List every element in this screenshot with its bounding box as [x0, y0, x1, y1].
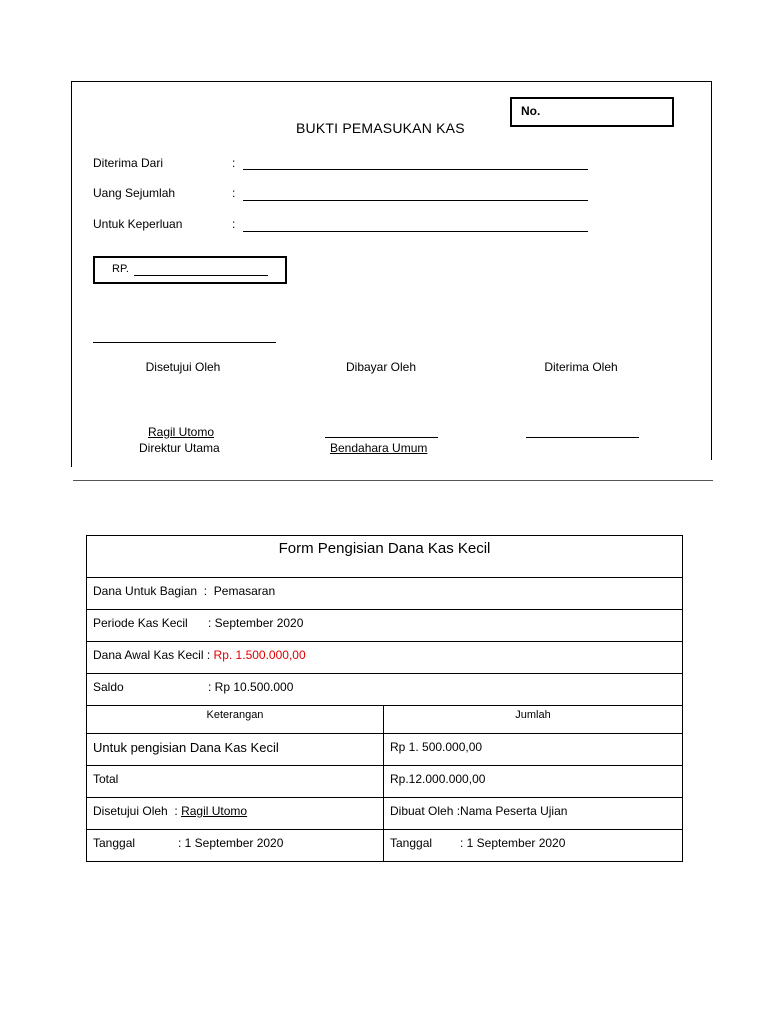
voucher-edge [710, 460, 714, 470]
saldo-row [87, 674, 683, 706]
rp-label: RP. [112, 263, 129, 275]
periode-label: Periode Kas Kecil [93, 616, 188, 630]
voucher-number-label: No. [521, 104, 541, 118]
date-label-right: Tanggal [390, 836, 433, 850]
approved-by-colon: : [174, 804, 178, 818]
field-colon: : [232, 156, 236, 170]
saldo-label: Saldo [93, 680, 124, 694]
amount-line [243, 200, 588, 201]
dana-value: Pemasaran [213, 584, 276, 598]
approved-by-label: Disetujui Oleh [93, 804, 168, 818]
total-amount: Rp.12.000.000,00 [384, 766, 683, 798]
approved-by-heading: Disetujui Oleh [145, 360, 221, 374]
voucher-title: BUKTI PEMASUKAN KAS [296, 120, 465, 136]
approved-by-name: Ragil Utomo [181, 804, 248, 818]
dana-awal-colon: : [206, 648, 211, 662]
paid-by-heading: Dibayar Oleh [345, 360, 417, 374]
dana-awal-label: Dana Awal Kas Kecil [93, 648, 204, 662]
field-label-purpose: Untuk Keperluan [93, 217, 183, 231]
purpose-line [243, 231, 588, 232]
dana-awal-row [87, 642, 683, 674]
payer-signature-line [325, 437, 438, 438]
date-cell-left [87, 830, 384, 862]
dana-row [87, 578, 683, 610]
saldo-value: : Rp 10.500.000 [208, 680, 294, 694]
received-from-line [243, 169, 588, 170]
blank-signature-line [93, 342, 276, 343]
column-header-jumlah: Jumlah [384, 706, 683, 734]
payer-title: Bendahara Umum [330, 441, 428, 455]
detail-description: Untuk pengisian Dana Kas Kecil [87, 734, 384, 766]
section-divider [73, 480, 713, 481]
date-cell-right [384, 830, 683, 862]
detail-amount: Rp 1. 500.000,00 [384, 734, 683, 766]
total-label: Total [87, 766, 384, 798]
dana-colon: : [203, 584, 208, 598]
periode-value: : September 2020 [208, 616, 304, 630]
column-header-keterangan: Keterangan [87, 706, 384, 734]
field-label-received-from: Diterima Dari [93, 156, 164, 170]
field-colon: : [232, 217, 236, 231]
field-label-amount: Uang Sejumlah [93, 186, 176, 200]
petty-cash-form [86, 535, 683, 862]
received-by-heading: Diterima Oleh [544, 360, 618, 374]
date-value-right: : 1 September 2020 [460, 836, 566, 850]
date-label-left: Tanggal [93, 836, 136, 850]
rp-amount-line [134, 275, 268, 276]
approved-by-cell [87, 798, 384, 830]
form-title: Form Pengisian Dana Kas Kecil [87, 536, 683, 578]
receiver-signature-line [526, 437, 639, 438]
date-value-left: : 1 September 2020 [178, 836, 284, 850]
approver-name: Ragil Utomo [148, 425, 215, 439]
approver-title: Direktur Utama [139, 441, 220, 455]
dana-label: Dana Untuk Bagian [93, 584, 198, 598]
periode-row [87, 610, 683, 642]
dana-awal-value: Rp. 1.500.000,00 [213, 648, 306, 662]
made-by-cell: Dibuat Oleh :Nama Peserta Ujian [384, 798, 683, 830]
field-colon: : [232, 186, 236, 200]
